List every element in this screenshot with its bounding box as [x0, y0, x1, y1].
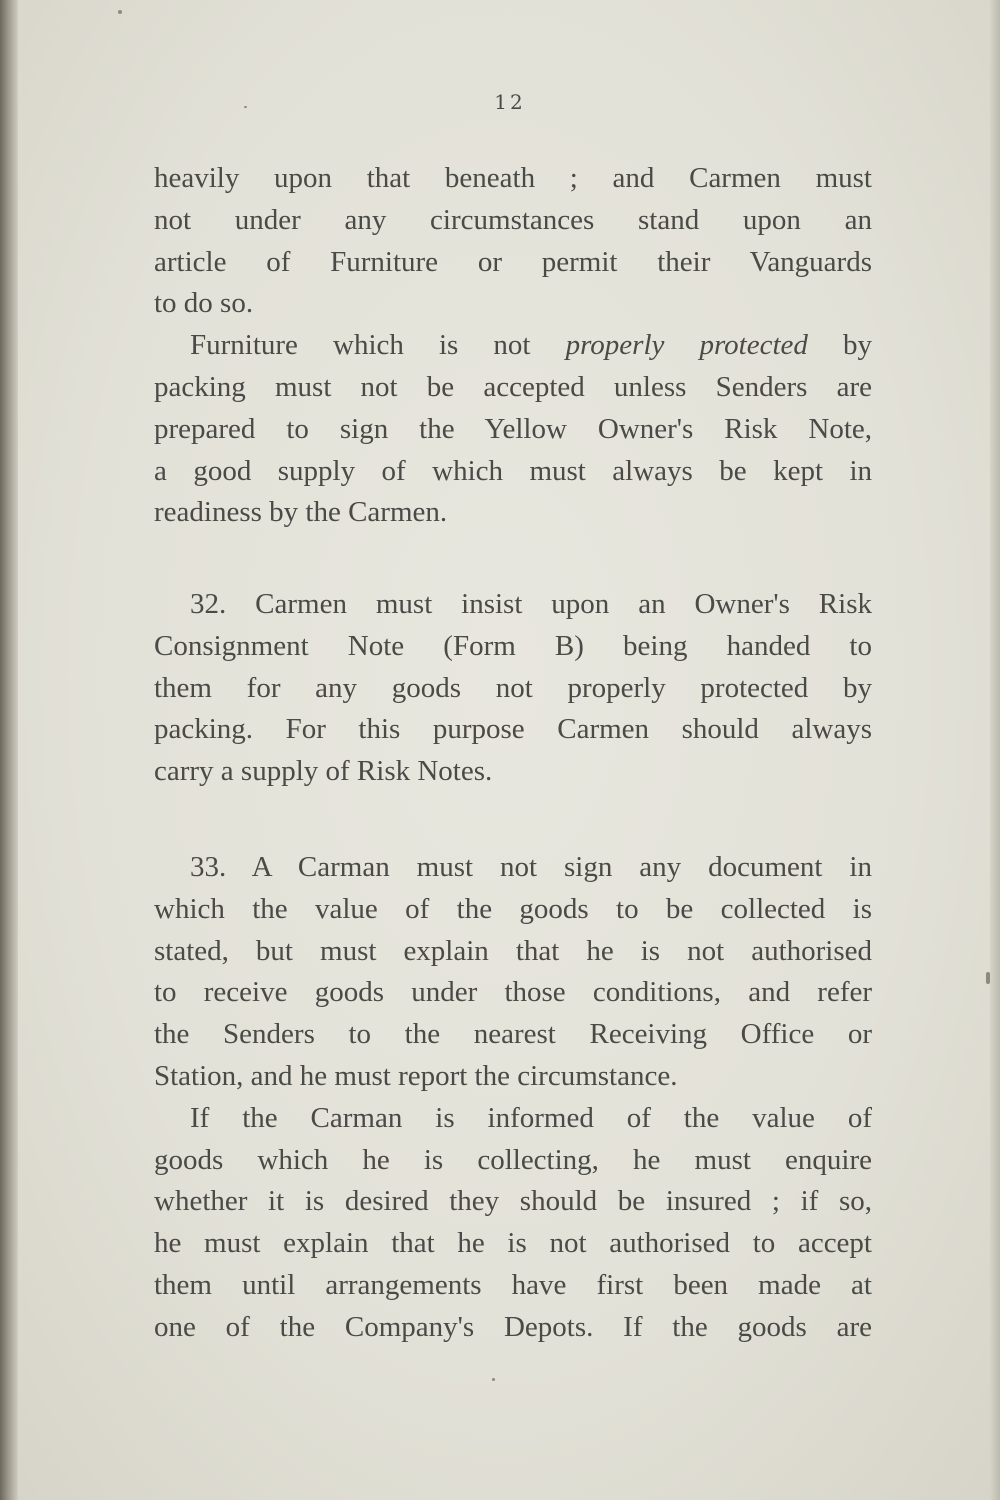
text-line: Station, and he must report the circumstance. — [154, 1059, 678, 1092]
page-number: 12 — [494, 90, 526, 114]
text-line: them until arrangements have first been made at — [154, 1268, 872, 1301]
text-line: which the value of the goods to be collected is — [154, 892, 872, 925]
text-line: he must explain that he is not authorised to accept — [154, 1227, 872, 1260]
paper-speck — [492, 1378, 495, 1381]
paper-speck — [118, 10, 122, 14]
text-line — [154, 325, 872, 367]
paragraph-insurance — [154, 1098, 872, 1349]
page-edge — [990, 0, 1000, 1500]
text-line: one of the Company's Depots. If the goods are — [154, 1310, 872, 1343]
emphasis-text: properly protected — [565, 329, 808, 362]
text-line: goods which he is collecting, he must enquire — [154, 1143, 872, 1176]
paragraph-continued — [154, 158, 872, 325]
text-line: a good supply of which must always be kept in — [154, 454, 872, 487]
text-line: not under any circumstances stand upon an — [154, 203, 872, 236]
paragraph-rule-33 — [154, 847, 872, 1098]
text-line: Consignment Note (Form B) being handed to — [154, 629, 872, 662]
text-line: prepared to sign the Yellow Owner's Risk Note, — [154, 412, 872, 445]
text-line: the Senders to the nearest Receiving Office or — [154, 1018, 872, 1051]
text-line: to receive goods under those conditions, and refer — [154, 976, 872, 1009]
text-line: carry a supply of Risk Notes. — [154, 755, 493, 788]
text-line: them for any goods not properly protected by — [154, 671, 872, 704]
text-line: article of Furniture or permit their Vanguards — [154, 245, 872, 278]
text-line: packing. For this purpose Carmen should always — [154, 713, 872, 746]
rule-32 — [154, 584, 872, 793]
rule-33 — [154, 847, 872, 1349]
text-line: 32. Carmen must insist upon an Owner's Risk — [190, 588, 872, 620]
text-run: Furniture which is not — [190, 329, 531, 362]
text-block-top — [154, 158, 872, 534]
text-line: 33. A Carman must not sign any document in — [190, 851, 872, 883]
text-line: to do so. — [154, 287, 254, 320]
text-run: by — [843, 329, 872, 362]
text-line: readiness by the Carmen. — [154, 496, 448, 529]
text-line: stated, but must explain that he is not authorised — [154, 934, 872, 967]
text-line: heavily upon that beneath ; and Carmen must — [154, 162, 872, 194]
text-line: packing must not be accepted unless Senders are — [154, 370, 872, 403]
text-line: If the Carman is informed of the value of — [190, 1101, 872, 1134]
book-spine-shadow — [0, 0, 18, 1500]
paper-speck — [244, 106, 247, 108]
paragraph-unprotected-furniture — [154, 325, 872, 534]
paper-speck — [986, 972, 990, 984]
text-line: whether it is desired they should be insured ; if so, — [154, 1185, 872, 1218]
